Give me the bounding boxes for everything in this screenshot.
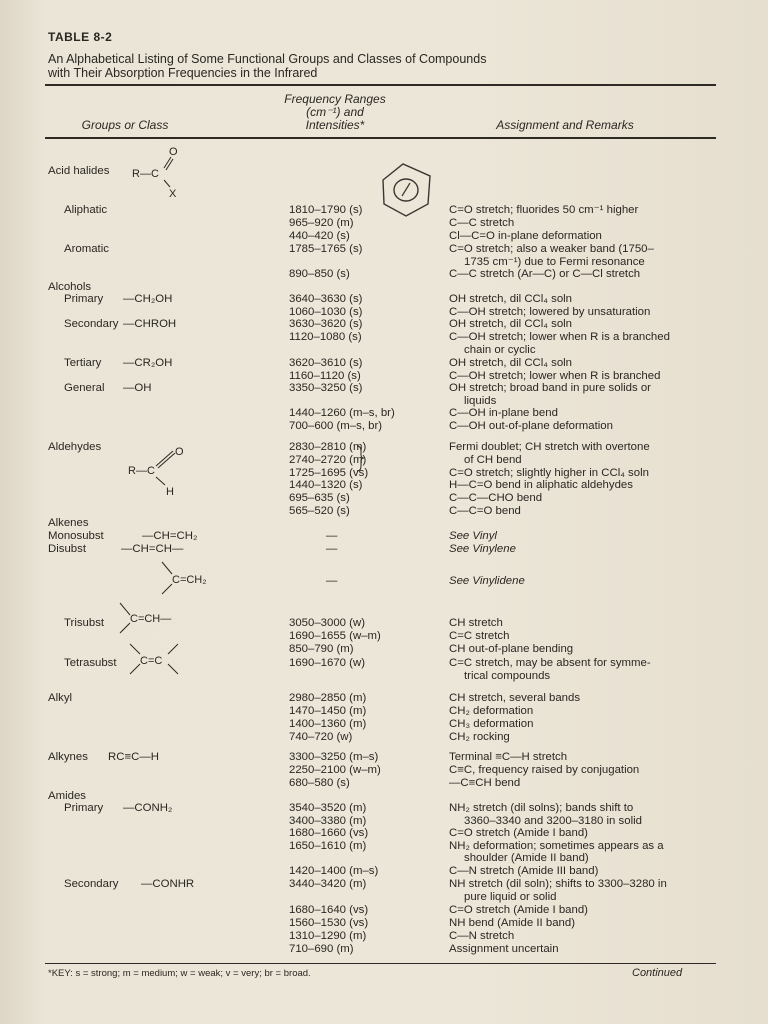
table-cell-asg: CH out-of-plane bending <box>449 643 574 655</box>
table-cell-asg: C—C—CHO bend <box>449 492 543 504</box>
vinylidene-formula: C=CH₂ <box>172 574 207 586</box>
table-cell-asg: C≡C, frequency raised by conjugation <box>449 764 640 776</box>
table-cell-asg: OH stretch, dil CCl₄ soln <box>449 293 573 305</box>
table-cell-asg: Fermi doublet; CH stretch with overtone <box>449 441 650 453</box>
table-cell-freq: 3640–3630 (s) <box>289 293 363 305</box>
acid-halide-structure <box>132 142 192 202</box>
table-cell-freq: 2980–2850 (m) <box>289 692 367 704</box>
table-cell-left2: —CONH₂ <box>123 802 173 814</box>
table-cell-freq: 1310–1290 (m) <box>289 930 367 942</box>
table-cell-asg: C—OH stretch; lower when R is a branched <box>449 331 670 343</box>
table-cell-asg: NH₂ deformation; sometimes appears as a <box>449 840 664 852</box>
table-cell-freq: 1650–1610 (m) <box>289 840 367 852</box>
table-cell-grp: Alcohols <box>48 281 92 293</box>
table-cell-asg: NH₂ stretch (dil solns); bands shift to <box>449 802 634 814</box>
table-cell-grp: Acid halides <box>48 165 110 177</box>
table-cell-grp: Monosubst <box>48 530 104 542</box>
table-cell-freq: 1690–1670 (w) <box>289 657 365 669</box>
table-cell-freq: 1420–1400 (m–s) <box>289 865 379 877</box>
table-cell-asg: C—N stretch (Amide III band) <box>449 865 599 877</box>
table-cell-grp: Alkenes <box>48 517 89 529</box>
table-cell-freq: 1560–1530 (vs) <box>289 917 369 929</box>
table-cell-asg: OH stretch, dil CCl₄ soln <box>449 357 573 369</box>
table-cell-grp: Alkyl <box>48 692 73 704</box>
table-cell-asg: C=O stretch (Amide I band) <box>449 827 588 839</box>
table-cell-freq: 565–520 (s) <box>289 505 350 517</box>
table-cell-freq: 1400–1360 (m) <box>289 718 367 730</box>
table-cell-freq: 1785–1765 (s) <box>289 243 363 255</box>
table-cell-freq: 1440–1320 (s) <box>289 479 363 491</box>
table-cell-sub: Secondary <box>64 318 119 330</box>
header-freq-line-1: Frequency Ranges <box>284 92 386 106</box>
table-cell-sub: Primary <box>64 802 104 814</box>
table-cell-freq: 2250–2100 (w–m) <box>289 764 381 776</box>
table-cell-asg: C=O stretch (Amide I band) <box>449 904 588 916</box>
table-cell-left2: —CR₂OH <box>123 357 173 369</box>
table-cell-freq: 1440–1260 (m–s, br) <box>289 407 395 419</box>
table-cell-asg: C=O stretch; fluorides 50 cm⁻¹ higher <box>449 204 639 216</box>
table-cell-freq: 3050–3000 (w) <box>289 617 365 629</box>
table-cell-asg: CH stretch <box>449 617 503 629</box>
table-cell-asg: C=C stretch, may be absent for symme- <box>449 657 651 669</box>
table-cell-freq: 440–420 (s) <box>289 230 350 242</box>
table-cell-asg: Cl—C=O in-plane deformation <box>449 230 602 242</box>
table-cell-freq: 1690–1655 (w–m) <box>289 630 381 642</box>
table-cell-left3: —CH=CH₂ <box>142 530 198 542</box>
table-cell-asg: CH stretch, several bands <box>449 692 581 704</box>
footer-rule <box>45 963 716 964</box>
table-cell-left5: RC≡C—H <box>108 751 159 763</box>
acid-halide-x: X <box>169 188 177 200</box>
table-cell-sub: Primary <box>64 293 104 305</box>
table-cell-cont: of CH bend <box>464 454 522 466</box>
table-cell-asg: C—OH out-of-plane deformation <box>449 420 613 432</box>
table-cell-grp: Disubst <box>48 543 86 555</box>
acid-halide-r: R—C <box>132 168 159 180</box>
aldehyde-h: H <box>166 486 174 498</box>
table-cell-left6: —CONHR <box>141 878 195 890</box>
header-freq-line-3: Intensities* <box>305 118 365 132</box>
table-cell-asg: C=O stretch; also a weaker band (1750– <box>449 243 654 255</box>
table-cell-freq: 3620–3610 (s) <box>289 357 363 369</box>
aldehyde-structure <box>128 443 188 498</box>
table-cell-asg: See Vinylene <box>449 543 516 555</box>
table-cell-left2: —OH <box>123 382 152 394</box>
vinylidene-structure <box>162 562 232 602</box>
table-cell-left2: —CHROH <box>123 318 177 330</box>
table-cell-freq: 1120–1080 (s) <box>289 331 362 343</box>
table-cell-freq: 965–920 (m) <box>289 217 354 229</box>
table-cell-freq: 700–600 (m–s, br) <box>289 420 383 432</box>
table-caption-line-1: An Alphabetical Listing of Some Functional Groups and Classes of Compounds <box>48 52 487 66</box>
table-cell-freq: 1810–1790 (s) <box>289 204 363 216</box>
acid-halide-o: O <box>169 146 178 158</box>
table-cell-asg: CH₂ rocking <box>449 731 510 743</box>
table-cell-freq: 890–850 (s) <box>289 268 350 280</box>
table-cell-left2: —CH₂OH <box>123 293 173 305</box>
table-cell-freq: 3400–3380 (m) <box>289 815 367 827</box>
trisubst-formula: C=CH— <box>130 613 172 625</box>
table-cell-grp: Alkynes <box>48 751 88 763</box>
table-cell-asg: Terminal ≡C—H stretch <box>449 751 568 763</box>
table-cell-cont: liquids <box>464 395 497 407</box>
table-cell-sub: Tertiary <box>64 357 102 369</box>
tetrasubst-structure <box>130 644 200 684</box>
table-cell-freq: 1680–1640 (vs) <box>289 904 369 916</box>
table-cell-freqc: — <box>326 575 338 587</box>
table-cell-cont: trical compounds <box>464 670 551 682</box>
table-cell-freq: 3440–3420 (m) <box>289 878 367 890</box>
table-cell-cont: shoulder (Amide II band) <box>464 852 589 864</box>
table-cell-grp: Amides <box>48 790 86 802</box>
table-cell-freq: 1060–1030 (s) <box>289 306 363 318</box>
table-cell-freq: 3630–3620 (s) <box>289 318 363 330</box>
table-cell-freq: 3540–3520 (m) <box>289 802 367 814</box>
tetrasubst-formula: C=C <box>140 655 163 667</box>
table-cell-freq: 1160–1120 (s) <box>289 370 361 382</box>
table-cell-asg: See Vinylidene <box>449 575 525 587</box>
header-groups: Groups or Class <box>81 118 169 132</box>
table-cell-cont: 3360–3340 and 3200–3180 in solid <box>464 815 642 827</box>
table-cell-freq: 695–635 (s) <box>289 492 350 504</box>
table-cell-asg: CH₃ deformation <box>449 718 534 730</box>
table-cell-asg: C—C stretch (Ar—C) or C—Cl stretch <box>449 268 641 280</box>
table-cell-cont: chain or cyclic <box>464 344 536 356</box>
table-cell-cont: 1735 cm⁻¹) due to Fermi resonance <box>464 256 645 268</box>
table-cell-freq: 1725–1695 (vs) <box>289 467 369 479</box>
table-cell-sub: Aliphatic <box>64 204 108 216</box>
header-freq-line-2: (cm⁻¹) and <box>306 105 364 119</box>
table-cell-freq: 1680–1660 (vs) <box>289 827 369 839</box>
stamp-mark <box>378 160 438 220</box>
table-cell-sub: Trisubst <box>64 617 105 629</box>
table-cell-sub: Secondary <box>64 878 119 890</box>
table-cell-freq: 1470–1450 (m) <box>289 705 367 717</box>
table-cell-asg: C—N stretch <box>449 930 515 942</box>
table-cell-grp: Aldehydes <box>48 441 102 453</box>
table-cell-asg: OH stretch; broad band in pure solids or <box>449 382 651 394</box>
header-assignment: Assignment and Remarks <box>496 118 634 132</box>
table-cell-asg: See Vinyl <box>449 530 497 542</box>
aldehyde-r: R—C <box>128 465 155 477</box>
table-cell-asg: C—OH stretch; lower when R is branched <box>449 370 661 382</box>
aldehyde-o: O <box>175 446 184 458</box>
table-cell-asg: H—C=O bend in aliphatic aldehydes <box>449 479 633 491</box>
table-cell-asg: CH₂ deformation <box>449 705 534 717</box>
table-caption-line-2: with Their Absorption Frequencies in the Infrared <box>48 66 318 80</box>
table-cell-sub: General <box>64 382 105 394</box>
table-label: TABLE 8-2 <box>48 30 113 44</box>
table-cell-asg: C=C stretch <box>449 630 510 642</box>
table-cell-freqc: — <box>326 543 338 555</box>
table-cell-asg: NH stretch (dil soln); shifts to 3300–3280 in <box>449 878 667 890</box>
table-cell-left4: —CH=CH— <box>121 543 184 555</box>
table-cell-asg: C—OH stretch; lowered by unsaturation <box>449 306 651 318</box>
table-cell-freq: 740–720 (w) <box>289 731 353 743</box>
table-cell-asg: OH stretch, dil CCl₄ soln <box>449 318 573 330</box>
trisubst-structure <box>120 603 200 643</box>
table-cell-freq: 680–580 (s) <box>289 777 350 789</box>
table-cell-freqc: — <box>326 530 338 542</box>
table-cell-sub: Tetrasubst <box>64 657 117 669</box>
table-cell-asg: C—OH in-plane bend <box>449 407 558 419</box>
table-cell-asg: NH bend (Amide II band) <box>449 917 575 929</box>
table-cell-freq: 2830–2810 (m) <box>289 441 367 453</box>
table-cell-sub: Aromatic <box>64 243 109 255</box>
table-cell-asg: C—C=O bend <box>449 505 521 517</box>
continued-label: Continued <box>632 967 683 979</box>
table-cell-asg: C—C stretch <box>449 217 515 229</box>
table-cell-freq: 850–790 (m) <box>289 643 354 655</box>
table-cell-asg: —C≡CH bend <box>449 777 521 789</box>
table-cell-freq: 3350–3250 (s) <box>289 382 363 394</box>
table-cell-asg: Assignment uncertain <box>449 943 559 955</box>
table-cell-freq: 3300–3250 (m–s) <box>289 751 379 763</box>
table-cell-freq: 710–690 (m) <box>289 943 354 955</box>
table-cell-cont: pure liquid or solid <box>464 891 557 903</box>
footnote: *KEY: s = strong; m = medium; w = weak; v = very; br = broad. <box>48 968 311 979</box>
table-cell-freq: 2740–2720 (m) <box>289 454 367 466</box>
table-cell-asg: C=O stretch; slightly higher in CCl₄ soln <box>449 467 649 479</box>
top-rule <box>45 84 716 86</box>
header-rule <box>45 137 716 139</box>
